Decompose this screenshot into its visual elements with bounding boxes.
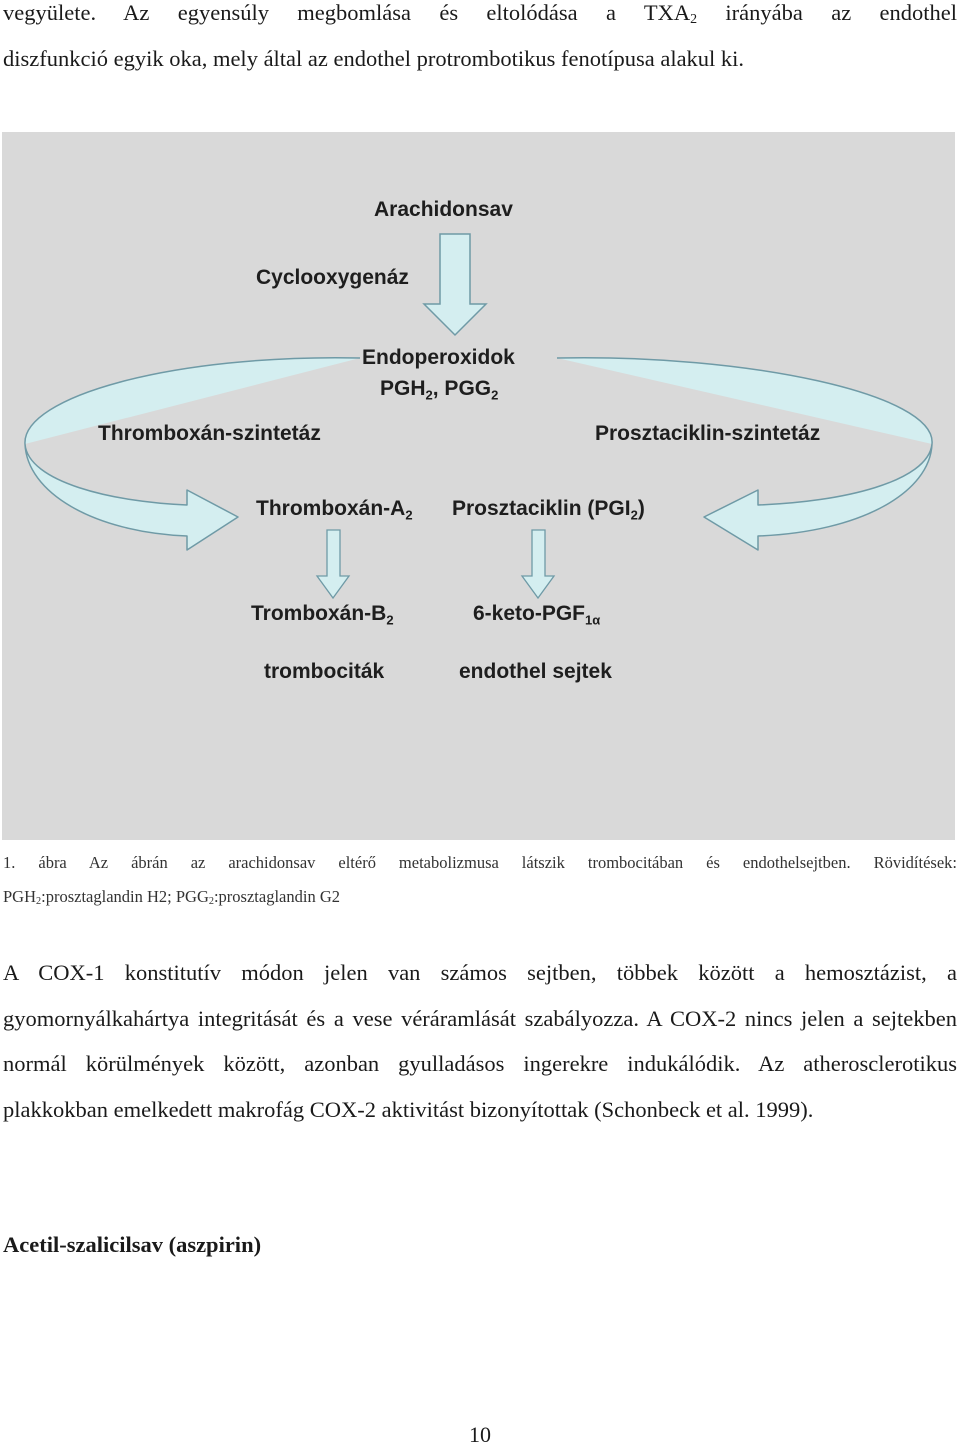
caption-line-2: $PGH_2:prosztaglandin$ H2; $PGG_2:prosztaglandin$ G2 [3,887,340,908]
label-thromboxan-a2: Thromboxán-$A_2$ [256,497,413,523]
label-thromboxan-szintetaz: Thromboxán-szintetáz [98,422,321,445]
body-paragraph: A COX-1 konstitutív módon jelen van számos sejtben, többek között a hemosztázist, a gyomornyálkahártya integritását és a vese véráramlását szabályozza. A COX-2 nincs jelen a sejtekben normál körülmények között, azonban gyulladásos ingerekre indukálódik. Az atherosclerotikus plakkokban emelkedett makrofág COX-2 aktivitást bizonyítottak (Schonbeck et al. 1999). [3,960,957,1122]
right-small-down-arrow [522,530,554,598]
label-prosztaciklin-szintetaz: Prosztaciklin-szintetáz [595,422,821,445]
main-down-arrow [424,234,486,335]
figure-caption [3,846,957,914]
intro-line-2: diszfunkció egyik oka, mely által az endothel protrombotikus fenotípusa alakul ki. [3,45,745,71]
label-pgh-pgg: $PGH_2$, $PGG_2$ [380,377,499,403]
label-prosztaciklin: Prosztaciklin $(PGI_2)$ [452,497,645,523]
intro-paragraph [3,0,957,81]
right-curved-arrow [557,358,932,550]
label-cyclooxygenaz: Cyclooxygenáz [256,266,409,289]
label-tromboxan-b2: Tromboxán-$B_2$ [251,602,394,628]
label-trombocitak: trombociták [264,660,385,683]
label-6-keto-pgf: $6-keto-PGF_{1\alpha}$ [473,602,601,628]
label-endoperoxidok: Endoperoxidok [362,346,515,369]
left-curved-arrow [25,358,360,550]
metabolism-diagram [2,132,955,840]
section-heading: Acetil-szalicilsav (aszpirin) [3,1232,262,1257]
page-number: 10 [469,1422,491,1447]
intro-line-1: vegyülete. Az egyensúly megbomlása és eltolódása a $TXA_2$ irányába az endothel [3,0,957,27]
label-arachidonsav: Arachidonsav [374,198,513,221]
label-endothel-sejtek: endothel sejtek [459,660,612,683]
left-small-down-arrow [317,530,349,598]
diagram-arrows [2,132,955,840]
caption-line-1: 1. ábra Az ábrán az arachidonsav eltérő metabolizmusa látszik trombocitában és endothelsejtben. Rövidítések: [3,853,957,872]
